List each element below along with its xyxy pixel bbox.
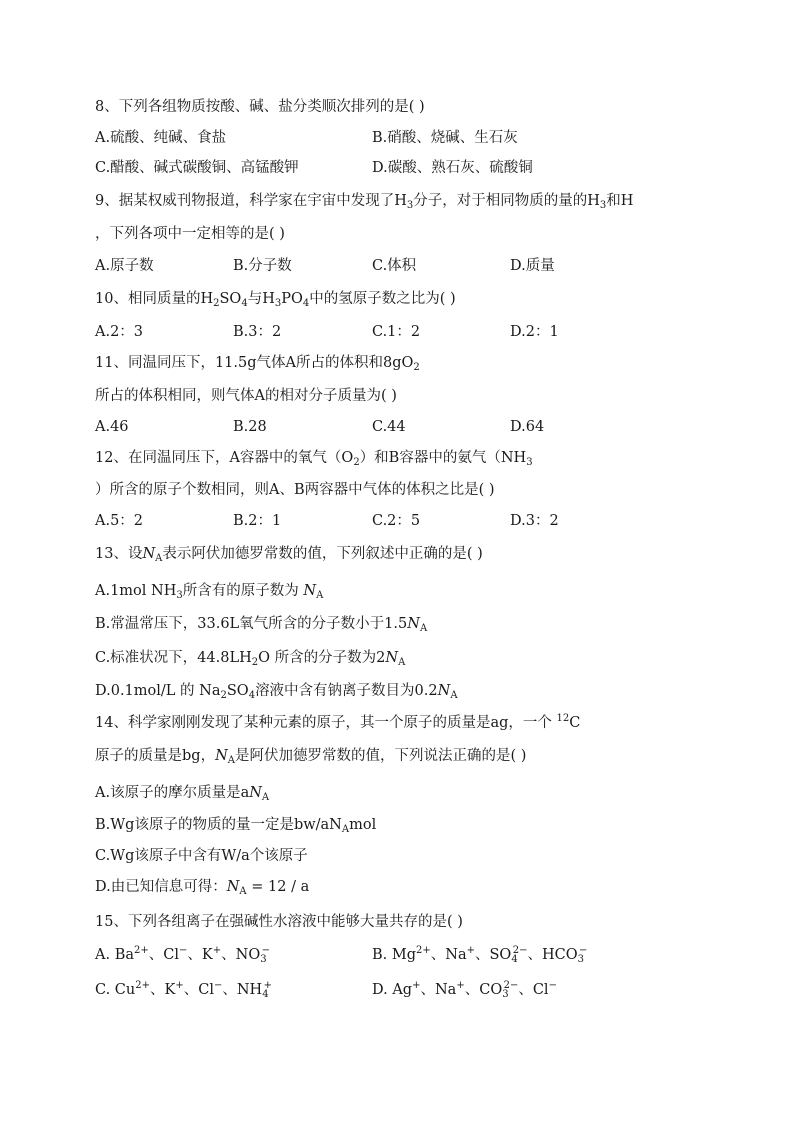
q13-option-a: A.1mol $NH_3$所含有的原子数为 $N_A$: [95, 583, 324, 601]
q15-option-d: D. Ag+、Na+、$CO_3^{2-}$、Cl−: [372, 980, 557, 1000]
q11-stem: 11、同温同压下，11.5g气体A所占的体积和$8gO_2$: [95, 355, 420, 373]
q14-stem-line2: 原子的质量是bg，$N_A$是阿伏加德罗常数的值，下列说法正确的是( ): [95, 748, 527, 766]
q8-option-a: A.硫酸、纯碱、食盐: [95, 130, 227, 146]
q12-option-d: D.3：2: [510, 513, 559, 529]
q12-stem: 12、在同温同压下，A容器中的氧气$(O_2)$和B容器中的氨气（$NH_3$: [95, 450, 533, 468]
q14-option-a: A.该原子的摩尔质量是$aN_A$: [95, 785, 270, 803]
q15-option-b: B. $Mg^{2+}$、Na+、$SO_4^{2-}$、$HCO_3^-$: [372, 945, 588, 965]
q9-option-d: D.质量: [510, 258, 555, 274]
q13-option-c: C.标准状况下，$44.8LH_2O$ 所含的分子数为$2N_A$: [95, 650, 406, 668]
q11-option-c: C.44: [372, 419, 406, 435]
q11-option-a: A.46: [95, 419, 129, 435]
q8-option-b: B.硝酸、烧碱、生石灰: [372, 130, 518, 146]
q10-option-a: A.2：3: [95, 324, 144, 340]
q13-option-d: D.0.1mol/L 的 $Na_2SO_4$溶液中含有钠离子数目为$0.2N_A$: [95, 683, 458, 701]
q8-stem: 8、下列各组物质按酸、碱、盐分类顺次排列的是( ): [95, 99, 425, 115]
q8-option-d: D.碳酸、熟石灰、硫酸铜: [372, 160, 533, 176]
q15-stem: 15、下列各组离子在强碱性水溶液中能够大量共存的是( ): [95, 914, 463, 930]
q14-stem: 14、科学家刚刚发现了某种元素的原子，其一个原子的质量是ag，一个 $^{12}$C: [95, 713, 581, 731]
q12-stem-line2: ）所含的原子个数相同，则A、B两容器中气体的体积之比是( ): [95, 482, 495, 498]
q12-option-c: C.2：5: [372, 513, 421, 529]
q14-option-d: D.由已知信息可得：$N_A = 12 / a$: [95, 879, 310, 897]
q9-option-b: B.分子数: [233, 258, 292, 274]
q12-option-a: A.5：2: [95, 513, 144, 529]
q8-option-c: C.醋酸、碱式碳酸铜、高锰酸钾: [95, 160, 299, 176]
q10-option-b: B.3：2: [233, 324, 282, 340]
q14-option-b: B.Wg该原子的物质的量一定是$bw/aN_Amol$: [95, 817, 377, 835]
q9-stem-line2: ，下列各项中一定相等的是( ): [95, 226, 285, 242]
q11-option-d: D.64: [510, 419, 545, 435]
q10-option-c: C.1：2: [372, 324, 421, 340]
q9-option-a: A.原子数: [95, 258, 154, 274]
q10-option-d: D.2：1: [510, 324, 559, 340]
q10-stem: 10、相同质量的$H_2SO_4$与$H_3PO_4$中的氢原子数之比为( ): [95, 291, 456, 309]
q15-option-a: A. $Ba^{2+}$、Cl−、K+、$NO_3^-$: [95, 945, 270, 965]
q13-stem: 13、设$N_A$表示阿伏加德罗常数的值，下列叙述中正确的是( ): [95, 546, 483, 564]
q13-option-b: B.常温常压下，33.6L氧气所含的分子数小于$1.5N_A$: [95, 616, 428, 634]
q9-option-c: C.体积: [372, 258, 417, 274]
q12-option-b: B.2：1: [233, 513, 282, 529]
q11-option-b: B.28: [233, 419, 267, 435]
q9-stem: 9、据某权威刊物报道，科学家在宇宙中发现了$H_3$分子，对于相同物质的量的$H_3$和H: [95, 193, 634, 211]
q15-option-c: C. $Cu^{2+}$、K+、Cl−、$NH_4^+$: [95, 980, 272, 1000]
q14-option-c: C.Wg该原子中含有W/a个该原子: [95, 848, 308, 864]
q11-stem-line2: 所占的体积相同，则气体A的相对分子质量为( ): [95, 388, 397, 404]
